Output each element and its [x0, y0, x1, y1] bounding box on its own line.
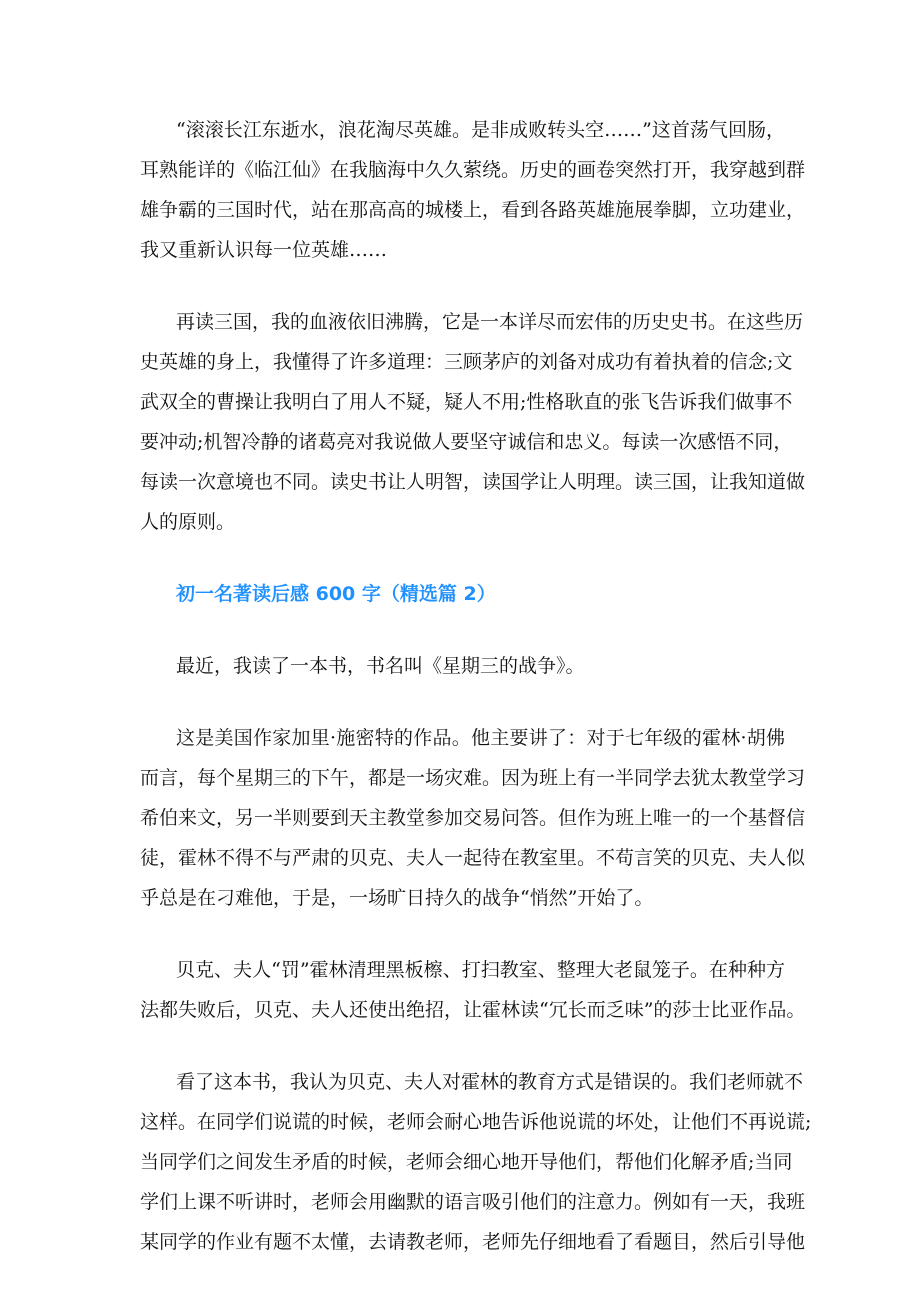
paragraph-line: 武双全的曹操让我明白了用人不疑，疑人不用;性格耿直的张飞告诉我们做事不	[140, 391, 793, 413]
paragraph-gap	[140, 270, 785, 302]
paragraph-line: 徒，霍林不得不与严肃的贝克、夫人一起待在教室里。不苟言笑的贝克、夫人似	[140, 847, 806, 869]
paragraph-gap	[140, 918, 785, 950]
paragraph-line: 我又重新认识每一位英雄……	[140, 239, 388, 261]
paragraph-line: “滚滚长江东逝水，浪花淘尽英雄。是非成败转头空……”这首荡气回肠，	[176, 119, 785, 141]
paragraph-gap	[140, 686, 785, 718]
paragraph-5	[140, 950, 806, 1030]
paragraph-gap	[140, 542, 785, 574]
paragraph-line: 最近，我读了一本书，书名叫《星期三的战争》。	[176, 655, 585, 677]
paragraph-line: 史英雄的身上，我懂得了许多道理：三顾茅庐的刘备对成功有着执着的信念;文	[140, 351, 793, 373]
paragraph-line: 每读一次意境也不同。读史书让人明智，读国学让人明理。读三国，让我知道做	[140, 471, 806, 493]
paragraph-line: 这样。在同学们说谎的时候，老师会耐心地告诉他说谎的坏处，让他们不再说谎;	[140, 1111, 812, 1133]
paragraph-2	[140, 302, 806, 542]
paragraph-6	[140, 1062, 812, 1262]
paragraph-line: 这是美国作家加里·施密特的作品。他主要讲了：对于七年级的霍林·胡佛	[176, 727, 785, 749]
paragraph-line: 人的原则。	[140, 511, 236, 533]
paragraph-line: 乎总是在刁难他，于是，一场旷日持久的战争“悄然”开始了。	[140, 887, 654, 909]
paragraph-line: 贝克、夫人“罚”霍林清理黑板檫、打扫教室、整理大老鼠笼子。在种种方	[176, 959, 785, 981]
paragraph-line: 而言，每个星期三的下午，都是一场灾难。因为班上有一半同学去犹太教堂学习	[140, 767, 806, 789]
paragraph-line: 再读三国，我的血液依旧沸腾，它是一本详尽而宏伟的历史史书。在这些历	[176, 311, 804, 333]
paragraph-4	[140, 718, 806, 918]
paragraph-line: 雄争霸的三国时代，站在那高高的城楼上，看到各路英雄施展拳脚，立功建业，	[140, 199, 806, 221]
paragraph-3	[140, 646, 785, 686]
paragraph-line: 耳熟能详的《临江仙》在我脑海中久久萦绕。历史的画卷突然打开，我穿越到群	[140, 159, 806, 181]
paragraph-line: 某同学的作业有题不太懂，去请教老师，老师先仔细地看了看题目，然后引导他	[140, 1231, 806, 1253]
paragraph-line: 学们上课不听讲时，老师会用幽默的语言吸引他们的注意力。例如有一天，我班	[140, 1191, 806, 1213]
paragraph-line: 看了这本书，我认为贝克、夫人对霍林的教育方式是错误的。我们老师就不	[176, 1071, 804, 1093]
paragraph-line: 希伯来文，另一半则要到天主教堂参加交易问答。但作为班上唯一的一个基督信	[140, 807, 806, 829]
paragraph-line: 要冲动;机智冷静的诸葛亮对我说做人要坚守诚信和忠义。每读一次感悟不同，	[140, 431, 793, 453]
paragraph-line: 法都失败后，贝克、夫人还使出绝招，让霍林读“冗长而乏味”的莎士比亚作品。	[140, 999, 806, 1021]
paragraph-line: 当同学们之间发生矛盾的时候，老师会细心地开导他们，帮他们化解矛盾;当同	[140, 1151, 793, 1173]
document-page	[140, 110, 812, 1262]
section-heading: 初一名著读后感 600 字（精选篇 2）	[176, 583, 496, 605]
paragraph-gap	[140, 1030, 785, 1062]
paragraph-1	[140, 110, 806, 270]
paragraph-gap	[140, 614, 785, 646]
